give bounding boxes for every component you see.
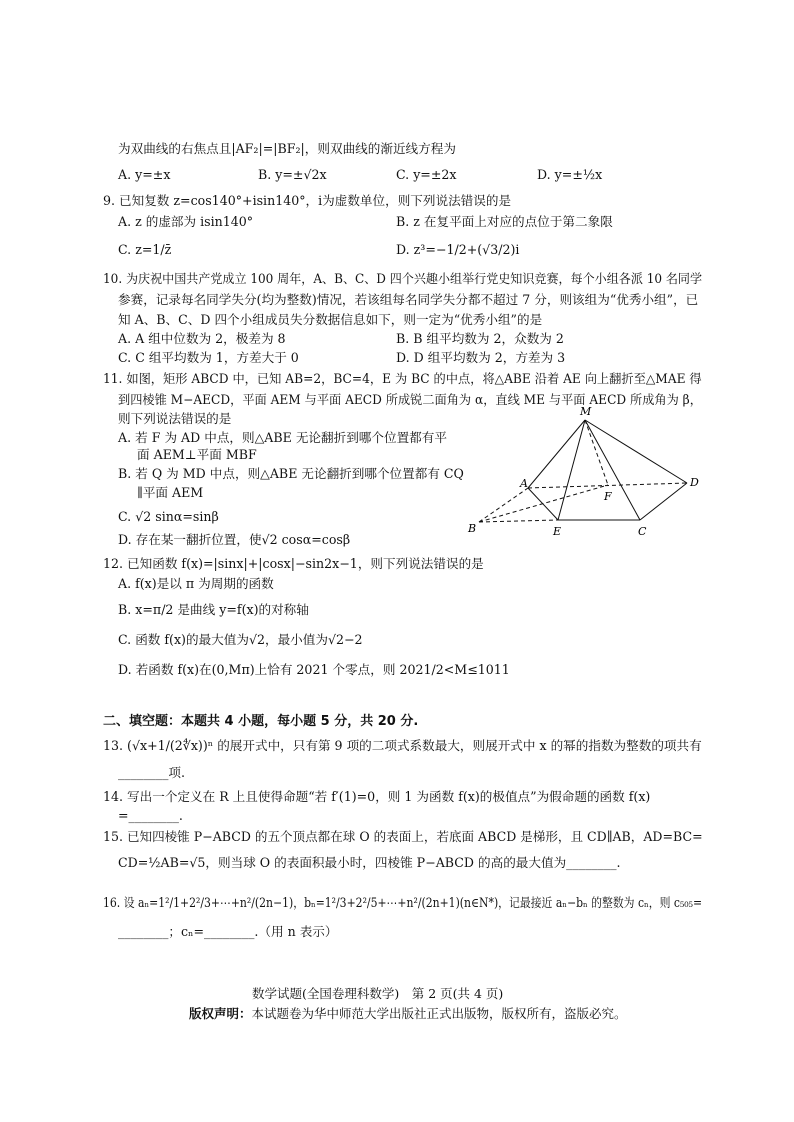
edge-mf-dashed	[585, 420, 608, 485]
edge-cd	[640, 483, 687, 520]
q13-line-1: 13. (√x+1/(2∜x))ⁿ 的展开式中，只有第 9 项的二项式系数最大，则展开式中 x 的幂的指数为整数的项共有	[103, 738, 702, 753]
edge-me	[558, 420, 585, 520]
q15-line-1: 15. 已知四棱锥 P−ABCD 的五个顶点都在球 O 的表面上，若底面 ABCD 是梯形，且 CD∥AB，AD=BC=	[103, 829, 703, 844]
copyright-label: 版权声明：	[189, 1006, 252, 1021]
edge-be-dashed	[479, 520, 558, 522]
q16-line-1: 16. 设 aₙ=1²/1+2²/3+⋯+n²/(2n−1)，bₙ=1²/3+2²/5+⋯+n²/(2n+1)(n∈N*)，记最接近 aₙ−bₙ 的整数为 cₙ，则 c₅₀₅=	[103, 895, 703, 910]
q14-line-2: =________.	[118, 808, 183, 823]
q16-line-2: ________；cₙ=________.（用 n 表示）	[118, 924, 338, 939]
edge-ma	[528, 420, 585, 488]
q9-option-a: A. z 的虚部为 isin140°	[118, 214, 254, 229]
q10-option-d: D. D 组平均数为 2，方差为 3	[396, 350, 566, 365]
q11-pyramid-figure	[462, 402, 712, 544]
page-footer: 数学试题(全国卷理科数学) 第 2 页(共 4 页)	[252, 986, 504, 1001]
edge-mc	[585, 420, 640, 520]
q12-stem: 12. 已知函数 f(x)=|sinx|+|cosx|−sin2x−1，则下列说法错误的是	[103, 556, 484, 571]
q11-option-b-line-1: B. 若 Q 为 MD 中点，则△ABE 无论翻折到哪个位置都有 CQ	[118, 466, 464, 481]
q9-stem: 9. 已知复数 z=cos140°+isin140°，i为虚数单位，则下列说法错误的是	[103, 193, 512, 208]
q12-option-b: B. x=π/2 是曲线 y=f(x)的对称轴	[118, 602, 309, 617]
q10-option-a: A. A 组中位数为 2，极差为 8	[118, 331, 286, 346]
q12-option-a: A. f(x)是以 π 为周期的函数	[118, 576, 274, 591]
edge-bf-dashed	[479, 485, 608, 522]
edge-ba-dashed	[479, 488, 528, 522]
q12-option-d: D. 若函数 f(x)在(0,Mπ)上恰有 2021 个零点，则 2021/2<M≤1011	[118, 662, 510, 677]
q11-option-a-line-1: A. 若 F 为 AD 中点，则△ABE 无论翻折到哪个位置都有平	[118, 430, 447, 445]
q15-line-2: CD=½AB=√5，则当球 O 的表面积最小时，四棱锥 P−ABCD 的高的最大值为________.	[118, 855, 621, 870]
q8-option-d: D. y=±½x	[537, 167, 603, 182]
q10-option-c: C. C 组平均数为 1，方差大于 0	[118, 350, 299, 365]
q11-option-d: D. 存在某一翻折位置，使√2 cosα=cosβ	[118, 532, 351, 547]
q10-line-1: 10. 为庆祝中国共产党成立 100 周年，A、B、C、D 四个兴趣小组举行党史知识竞赛，每个小组各派 10 名同学	[103, 271, 703, 286]
label-e: E	[553, 525, 562, 538]
label-b: B	[468, 522, 477, 535]
q11-line-3: 则下列说法错误的是	[118, 411, 232, 426]
q12-option-c: C. 函数 f(x)的最大值为√2，最小值为√2−2	[118, 632, 363, 647]
section-2-heading: 二、填空题：本题共 4 小题，每小题 5 分，共 20 分.	[103, 714, 419, 729]
q8-option-c: C. y=±2x	[396, 167, 457, 182]
q11-line-2: 到四棱锥 M−AECD，平面 AEM 与平面 AECD 所成锐二面角为 α，直线 ME 与平面 AECD 所成角为 β，	[118, 392, 702, 407]
q10-option-b: B. B 组平均数为 2，众数为 2	[396, 331, 564, 346]
q11-option-c: C. √2 sinα=sinβ	[118, 509, 219, 524]
q8-option-a: A. y=±x	[118, 167, 171, 182]
copyright-notice	[189, 1004, 627, 1022]
q14-line-1: 14. 写出一个定义在 R 上且使得命题“若 f′(1)=0，则 1 为函数 f(x)的极值点”为假命题的函数 f(x)	[103, 789, 651, 804]
q8-stem-tail: 为双曲线的右焦点且|AF₂|=|BF₂|，则双曲线的渐近线方程为	[118, 141, 456, 156]
q11-option-a-line-2: 面 AEM⊥平面 MBF	[137, 447, 257, 462]
copyright-text: 本试题卷为华中师范大学出版社正式出版物，版权所有，盗版必究。	[251, 1006, 627, 1021]
q8-option-b: B. y=±√2x	[258, 167, 327, 182]
label-m: M	[580, 405, 592, 418]
q9-option-d: D. z³=−1/2+(√3/2)i	[396, 242, 520, 257]
label-f: F	[604, 490, 612, 503]
q9-option-c: C. z=1/z̄	[118, 242, 172, 257]
q10-line-2: 参赛，记录每名同学失分(均为整数)情况，若该组每名同学失分都不超过 7 分，则该组为“优秀小组”，已	[118, 292, 699, 307]
q11-line-1: 11. 如图，矩形 ABCD 中，已知 AB=2，BC=4，E 为 BC 的中点，将△ABE 沿着 AE 向上翻折至△MAE 得	[103, 371, 702, 386]
q9-option-b: B. z 在复平面上对应的点位于第二象限	[396, 214, 613, 229]
q11-option-b-line-2: ∥平面 AEM	[137, 485, 204, 500]
q13-line-2: ________项.	[118, 765, 185, 780]
label-a: A	[520, 477, 528, 490]
q10-line-3: 知 A、B、C、D 四个小组成员失分数据信息如下，则一定为“优秀小组”的是	[118, 312, 543, 327]
label-c: C	[638, 525, 647, 538]
edge-md	[585, 420, 687, 483]
label-d: D	[690, 476, 699, 489]
